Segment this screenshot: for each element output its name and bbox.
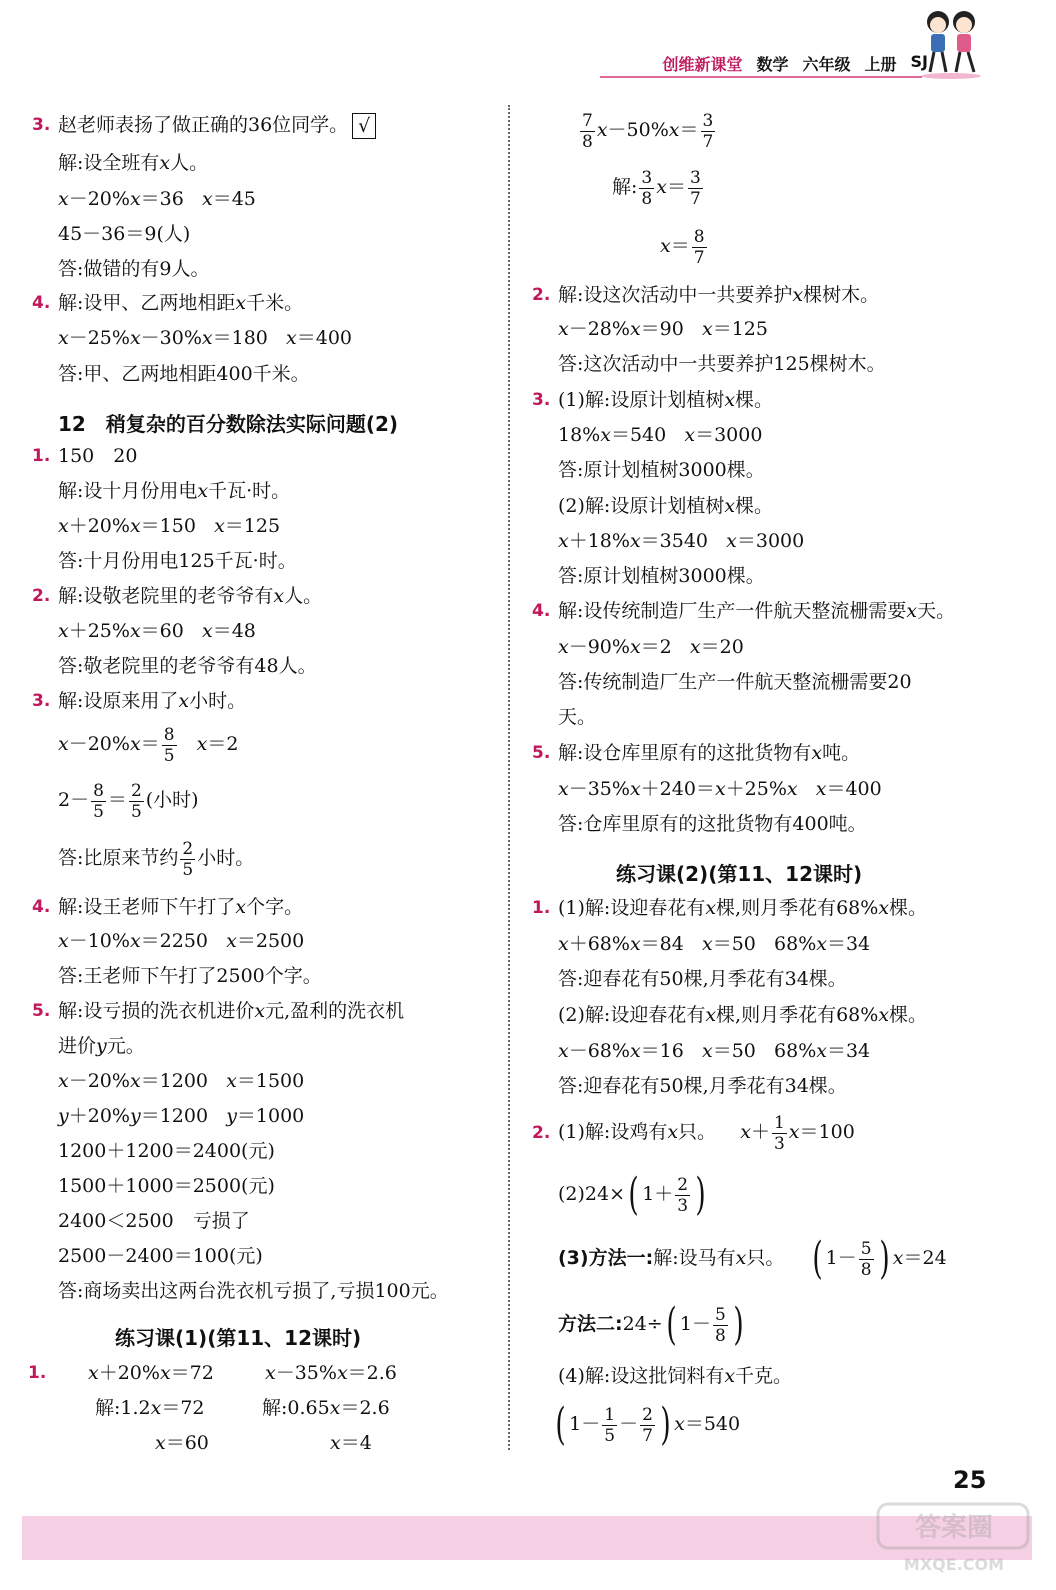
equation-line: x－68%x＝16 x＝50 68%x＝34 xyxy=(558,1040,871,1062)
solution-line: 解:设十月份用电x千瓦·时。 xyxy=(58,480,291,502)
fraction: $\frac{2}{3}$ xyxy=(677,1174,689,1216)
question-number: 4. xyxy=(32,293,51,313)
answer-line: 答:仓库里原有的这批货物有400吨。 xyxy=(558,813,867,835)
answer-line: 答:迎春花有50棵,月季花有34棵。 xyxy=(558,1075,847,1097)
calc-line: 1200＋1200＝2400(元) xyxy=(58,1140,275,1162)
answer-line: 答:甲、乙两地相距400千米。 xyxy=(58,363,310,385)
header-rule xyxy=(600,76,922,78)
question-number: 1. xyxy=(532,898,551,918)
equation-line: x＋20%x＝150 x＝125 xyxy=(58,515,281,537)
equation-line: x＝4 xyxy=(330,1432,372,1454)
equation-line: 18%x＝540 x＝3000 xyxy=(558,424,763,446)
solution-line: 解:设传统制造厂生产一件航天整流栅需要x天。 xyxy=(558,600,956,622)
fraction: $\frac{2}{7}$ xyxy=(642,1404,653,1446)
fraction: $\frac{2}{5}$ xyxy=(182,838,194,880)
fraction: $\frac{1}{3}$ xyxy=(773,1112,785,1154)
equation-line: x－90%x＝2 x＝20 xyxy=(558,636,744,658)
page-header xyxy=(662,52,928,75)
svg-text:MXQE.COM: MXQE.COM xyxy=(903,1555,1005,1574)
question-number: 3. xyxy=(32,115,51,135)
equation-line: 解:1.2x＝72 xyxy=(95,1397,205,1419)
equation-line: ( 1－ $\frac{1}{5}$ － $\frac{2}{7}$ ) x＝540 xyxy=(555,1399,741,1450)
expression-line: 方法二:24÷( 1－ $\frac{5}{8}$ ) xyxy=(558,1299,744,1350)
question-number: 4. xyxy=(32,897,51,917)
equation-line: x－20%x＝36 x＝45 xyxy=(58,188,256,210)
answer-line: 答:十月份用电125千瓦·时。 xyxy=(58,550,297,572)
equation-line: x＋20%x＝72 xyxy=(88,1362,214,1384)
column-divider xyxy=(508,105,510,1450)
question-number: 1. xyxy=(28,1363,47,1383)
solution-line: 进价y元。 xyxy=(58,1035,145,1057)
fraction: $\frac{8}{7}$ xyxy=(693,226,705,268)
equation-line: x＝60 xyxy=(155,1432,209,1454)
solution-line: (2)解:设原计划植树x棵。 xyxy=(558,495,774,517)
equation-line: x－28%x＝90 x＝125 xyxy=(558,318,768,340)
brand-name: 创维新课堂 xyxy=(662,55,743,74)
equation-line: x－35%x＝2.6 xyxy=(265,1362,397,1384)
equation-line: 解: $\frac{3}{8}$ x＝ $\frac{3}{7}$ xyxy=(612,167,701,209)
equation-line: x－20%x＝ $\frac{8}{5}$ x＝2 xyxy=(58,724,239,766)
question-number: 5. xyxy=(32,1001,51,1021)
equation-line: x－25%x－30%x＝180 x＝400 xyxy=(58,327,352,349)
svg-text:答案圈: 答案圈 xyxy=(914,1513,994,1543)
answer-line: 答:敬老院里的老爷爷有48人。 xyxy=(58,655,317,677)
section-title: 练习课(1)(第11、12课时) xyxy=(115,1326,362,1350)
calc-line: 2500－2400＝100(元) xyxy=(58,1245,263,1267)
equation-line: x＋25%x＝60 x＝48 xyxy=(58,620,256,642)
fraction: $\frac{3}{8}$ xyxy=(641,167,653,209)
fraction: $\frac{3}{7}$ xyxy=(689,167,701,209)
solution-line: 解:设亏损的洗衣机进价x元,盈利的洗衣机 xyxy=(58,1000,405,1022)
solution-line: 解:设敬老院里的老爷爷有x人。 xyxy=(58,585,323,607)
solution-line: (2)解:设迎春花有x棵,则月季花有68%x棵。 xyxy=(558,1004,928,1026)
answer-line: 答:原计划植树3000棵。 xyxy=(558,565,765,587)
solution-line: (4)解:设这批饲料有x千克。 xyxy=(558,1365,793,1387)
calc-line: 2400＜2500 亏损了 xyxy=(58,1210,250,1232)
watermark-logo xyxy=(874,1498,1034,1576)
calc-line: 2－ $\frac{8}{5}$ ＝ $\frac{2}{5}$ (小时) xyxy=(58,780,199,822)
answer-line: 答:原计划植树3000棵。 xyxy=(558,459,765,481)
header-subject: 数学 xyxy=(756,55,789,74)
solution-line: (1)解:设原计划植树x棵。 xyxy=(558,389,774,411)
equation-line: y＋20%y＝1200 y＝1000 xyxy=(58,1105,305,1127)
equation-line: $\frac{7}{8}$ x－50%x＝ $\frac{3}{7}$ xyxy=(582,110,714,152)
fraction: $\frac{8}{5}$ xyxy=(163,724,175,766)
equation-line: x＋68%x＝84 x＝50 68%x＝34 xyxy=(558,933,871,955)
header-volume: 上册 xyxy=(864,55,897,74)
solution-line: 解:设甲、乙两地相距x千米。 xyxy=(58,292,304,314)
answer-line: 答:这次活动中一共要养护125棵树木。 xyxy=(558,353,886,375)
answer-values: 150 20 xyxy=(58,445,138,467)
check-mark-box: √ xyxy=(352,113,376,139)
solution-line: 解:设仓库里原有的这批货物有x吨。 xyxy=(558,742,861,764)
solution-line: (3)方法一:解:设马有x只。 ( 1－ $\frac{5}{8}$ ) x＝24 xyxy=(558,1233,947,1284)
answer-line: 答:王老师下午打了2500个字。 xyxy=(58,965,322,987)
answer-line: 天。 xyxy=(558,706,597,728)
question-number: 1. xyxy=(32,446,51,466)
section-title: 12 稍复杂的百分数除法实际问题(2) xyxy=(58,412,399,436)
section-title: 练习课(2)(第11、12课时) xyxy=(616,862,863,886)
solution-line: 解:设王老师下午打了x个字。 xyxy=(58,896,304,918)
fraction: $\frac{3}{7}$ xyxy=(702,110,714,152)
answer-line: 答:迎春花有50棵,月季花有34棵。 xyxy=(558,968,847,990)
question-number: 2. xyxy=(32,586,51,606)
solution-line: (1)解:设迎春花有x棵,则月季花有68%x棵。 xyxy=(558,897,928,919)
calc-line: 45－36＝9(人) xyxy=(58,223,191,245)
question-number: 4. xyxy=(532,601,551,621)
question-number: 3. xyxy=(32,691,51,711)
solution-line: 解:设全班有x人。 xyxy=(58,152,209,174)
fraction: $\frac{7}{8}$ xyxy=(582,110,593,152)
fraction: $\frac{2}{5}$ xyxy=(130,780,142,822)
question-number: 2. xyxy=(532,285,551,305)
fraction: $\frac{5}{8}$ xyxy=(714,1304,726,1346)
answer-line: 答:商场卖出这两台洗衣机亏损了,亏损100元。 xyxy=(58,1280,449,1302)
equation-line: x＝ $\frac{8}{7}$ xyxy=(660,226,705,268)
equation-line: 解:0.65x＝2.6 xyxy=(262,1397,390,1419)
header-edition: SJ xyxy=(910,52,928,71)
question-number: 3. xyxy=(532,390,551,410)
fraction: $\frac{5}{8}$ xyxy=(860,1238,872,1280)
answer-line: 答:做错的有9人。 xyxy=(58,258,210,280)
answer-line: 答:传统制造厂生产一件航天整流栅需要20 xyxy=(558,671,912,693)
header-grade: 六年级 xyxy=(802,55,851,74)
fraction: $\frac{1}{5}$ xyxy=(604,1404,616,1446)
solution-line: 解:设这次活动中一共要养护x棵树木。 xyxy=(558,284,880,306)
calc-line: 1500＋1000＝2500(元) xyxy=(58,1175,275,1197)
page-number: 25 xyxy=(953,1466,987,1494)
solution-line: (1)解:设鸡有x只。 x＋ $\frac{1}{3}$ x＝100 xyxy=(558,1112,855,1154)
question-number: 5. xyxy=(532,743,551,763)
equation-line: x－20%x＝1200 x＝1500 xyxy=(58,1070,305,1092)
question-text: 赵老师表扬了做正确的36位同学。 √ xyxy=(58,112,376,139)
question-number: 2. xyxy=(532,1123,551,1143)
equation-line: x－10%x＝2250 x＝2500 xyxy=(58,930,305,952)
answer-line: 答:比原来节约 $\frac{2}{5}$ 小时。 xyxy=(58,838,255,880)
fraction: $\frac{8}{5}$ xyxy=(93,780,104,822)
equation-line: x＋18%x＝3540 x＝3000 xyxy=(558,530,805,552)
expression-line: (2)24×( 1＋ $\frac{2}{3}$ ) xyxy=(558,1169,706,1220)
solution-line: 解:设原来用了x小时。 xyxy=(58,690,247,712)
equation-line: x－35%x＋240＝x＋25%x x＝400 xyxy=(558,778,882,800)
